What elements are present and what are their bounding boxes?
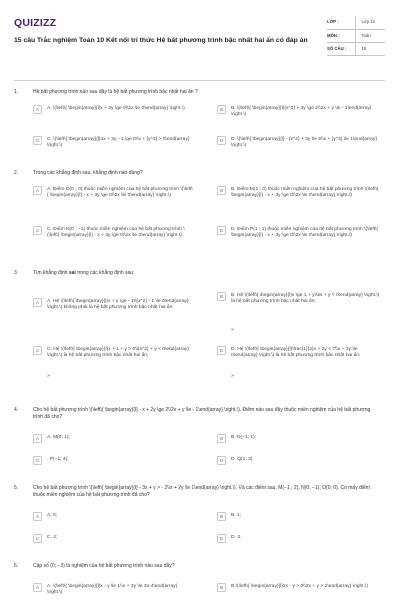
- option-d[interactable]: [217, 456, 381, 465]
- option-letter-box: A: [33, 512, 42, 521]
- option-a[interactable]: [33, 434, 193, 443]
- option-b[interactable]: [217, 512, 381, 521]
- meta-row-grade: [327, 16, 385, 29]
- option-text: A. Hệ \(\left\{ \begin{array}{l}x + y \ge - 1\\{x^2} - 1 \le 0\end{array} \right.\) không phải là hệ bất phương trình bậc nhất hai ẩn;: [47, 298, 189, 311]
- option-letter-box: B: [217, 292, 226, 301]
- option-letter-box: B: [217, 512, 226, 521]
- option-a[interactable]: [33, 583, 193, 597]
- header-left: [14, 16, 326, 46]
- question-number: 4.: [14, 407, 19, 413]
- option-letter-box: C: [33, 534, 42, 543]
- option-text: B.\(\left\{ \begin{array}{l}2x - y > 0\\2x + y > 1\end{array} \right.\): [231, 583, 368, 589]
- question-number: 3.: [14, 270, 19, 276]
- option-letter-box: B: [217, 434, 226, 443]
- option-b[interactable]: [217, 434, 381, 443]
- option-letter-box: D: [217, 136, 226, 145]
- question-stem: Cho hệ bất phương trình \(\left\{ \begin{array}{l} - 3x + y > - 2\\x + 2y \le 1\end{array} \right.\). Và các điểm sau: M(−1 ; 2), N(0; −1), O(0; 0). Có mấy điểm thuộc miền nghiệm của hệ bất phương trình đã cho?: [33, 485, 370, 498]
- option-c[interactable]: [33, 136, 193, 150]
- option-b[interactable]: [217, 292, 381, 306]
- question-number: 1.: [14, 89, 19, 95]
- option-d[interactable]: [217, 136, 381, 150]
- meta-row-subject: [327, 29, 385, 42]
- option-text: C. \(\left\{ \begin{array}{l}4x + 3y - 1 \ge 0\\x + {y^3} > 0\end{array} \right.\): [47, 136, 190, 149]
- option-letter-box: A: [33, 298, 42, 307]
- option-letter-box: B: [217, 105, 226, 114]
- option-letter-box: C: [33, 456, 42, 465]
- option-text: D. Q(1; 3): [231, 456, 253, 462]
- option-c[interactable]: [33, 226, 193, 240]
- meta-label: LỚP :: [327, 16, 355, 29]
- option-c-overflow-text: >: [47, 374, 50, 379]
- option-text: B. 1;: [231, 512, 242, 518]
- option-text: D. 3.: [231, 534, 242, 540]
- option-text: C. Điểm N(0 ; −1) thuộc miền nghiệm của hệ bất phương trình \(\left\{ \begin{array}{l} - x + 3y \ge 0\\2x \le 0\end{array} \right.\): [47, 226, 185, 239]
- meta-value: 15: [355, 42, 385, 55]
- option-text: C. Hệ \(\left\{ \begin{array}{l}x + 1 + y > 0\\{x^2} + y < 0\end{array} \right.\) là hệ bất phương trình bậc nhất hai ẩn;: [47, 346, 189, 359]
- option-text: B. Hệ \(\left\{ \begin{array}{l}x \ge 1 + y\\5x + y < 0\end{array} \right.\) là hệ bất phương trình bậc nhất hai ẩn;: [231, 292, 380, 305]
- option-d[interactable]: [217, 346, 381, 360]
- option-text: D. Điểm P(1 ; 1) thuộc miền nghiệm của hệ bất phương trình \(\left\{ \begin{array}{l} - x + 3y \ge 0\\2x \le 0\end{array} \right.\): [231, 226, 379, 239]
- stem-text: Tìm khẳng định: [33, 270, 69, 276]
- option-c[interactable]: [33, 456, 193, 465]
- option-letter-box: D: [217, 226, 226, 235]
- option-text: B. \(\left\{ \begin{array}{l}{x^2} + 3y \ge 2\\2x + y \le - 1\end{array} \right.\): [231, 105, 372, 118]
- option-a[interactable]: [33, 105, 193, 114]
- option-letter-box: D: [217, 346, 226, 355]
- option-d[interactable]: [217, 226, 381, 240]
- stem-text: trong các khẳng định sau:: [75, 270, 135, 276]
- option-letter-box: D: [217, 534, 226, 543]
- question-stem: Hệ bất phương trình nào sau đây là hệ bất phương trình bậc nhất hai ẩn ?: [33, 89, 198, 95]
- option-d-overflow-text: >: [231, 374, 234, 379]
- option-letter-box: A: [33, 186, 42, 195]
- option-text: B. N(−1; 1);: [231, 434, 257, 440]
- question-number: 6.: [14, 563, 19, 569]
- option-letter-box: A: [33, 583, 42, 592]
- option-a[interactable]: [33, 298, 193, 312]
- meta-value: Toán: [355, 29, 385, 42]
- option-text: D. Hệ \(\left\{ \begin{array}{l}\frac{1}{2}x + 2y < 7\\x + 3y \le 0\end{array} \right.\) là hệ bất phương trình bậc nhất hai ẩn;: [231, 346, 361, 359]
- option-text: A. \(\left\{ \begin{array}{l}x + 3y \ge 0\\2x \le 0\end{array} \right.\): [47, 105, 185, 111]
- option-text: A. M(0; 1);: [47, 434, 70, 440]
- quizizz-logo: QUIZIZZ: [14, 17, 57, 29]
- meta-label: SỐ CÂU :: [327, 42, 355, 55]
- meta-row-count: [327, 42, 385, 55]
- option-a[interactable]: [33, 186, 193, 200]
- question-number: 2.: [14, 170, 19, 176]
- quiz-meta-table: [327, 16, 385, 56]
- option-b[interactable]: [217, 105, 381, 119]
- option-c[interactable]: [33, 534, 193, 543]
- quiz-header: [14, 16, 385, 86]
- option-text: C. 2;: [47, 534, 58, 540]
- option-b[interactable]: [217, 583, 381, 592]
- option-text: A. 0;: [47, 512, 58, 518]
- option-text: B. Điểm M(1 ; 0) thuộc miền nghiệm của hệ bất phương trình \(\left\{ \begin{array}{l} - x + 3y \ge 0\\2x \le 0\end{array} \right.\): [231, 186, 379, 199]
- option-text: A. \(\left\{ \begin{array}{l}x - y \le 1\\x + 3y \le 3x-4\end{array} \right.\): [47, 583, 178, 596]
- quiz-title: 15 câu Trắc nghiệm Toán 10 Kết nối tri thức Hệ bất phương trình bậc nhất hai ẩn có đáp án: [14, 37, 308, 44]
- option-c[interactable]: [33, 346, 193, 360]
- meta-label: MÔN :: [327, 29, 355, 42]
- option-letter-box: C: [33, 136, 42, 145]
- option-letter-box: B: [217, 186, 226, 195]
- question-stem: Trong các khẳng định sau, khẳng định nào đúng?: [33, 170, 143, 176]
- stem-emphasis: sai: [68, 270, 76, 276]
- option-letter-box: B: [217, 583, 226, 592]
- question-stem: [33, 270, 377, 277]
- option-letter-box: D: [217, 456, 226, 465]
- header-divider: [14, 80, 385, 81]
- option-text: . P(−1; 4);: [47, 456, 69, 462]
- option-b[interactable]: [217, 186, 381, 200]
- option-b-overflow-text: >: [231, 328, 234, 333]
- question-number: 5.: [14, 485, 19, 491]
- option-a[interactable]: [33, 512, 193, 521]
- question-stem: Cho hệ bất phương trình \(\left\{ \begin{array}{l} - x + 2y \ge 2\\2x + y \le - 1\end{array} \right.\). Điểm nào sau đây thuộc miền nghiệm của hệ bất phương trình đã cho?: [33, 407, 371, 420]
- option-letter-box: A: [33, 105, 42, 114]
- meta-value: Lớp 10: [355, 16, 385, 29]
- option-text: A. Điểm O(0 ; 0) thuộc miền nghiệm của hệ bất phương trình \(\left\{ \begin{array}{l} - x + 3y \ge 0\\2x \le 0\end{array} \right.\): [47, 186, 193, 199]
- option-letter-box: C: [33, 226, 42, 235]
- option-letter-box: C: [33, 346, 42, 355]
- option-letter-box: A: [33, 434, 42, 443]
- option-d[interactable]: [217, 534, 381, 543]
- option-text: D. \(\left\{ \begin{array}{l} - {x^2} + 3y \le 5\\x + {y^3} \le 1\end{array} \right.\): [231, 136, 377, 149]
- question-stem: Cặp số (0; −3) là nghiệm của hệ bất phương trình nào sau đây?: [33, 563, 175, 569]
